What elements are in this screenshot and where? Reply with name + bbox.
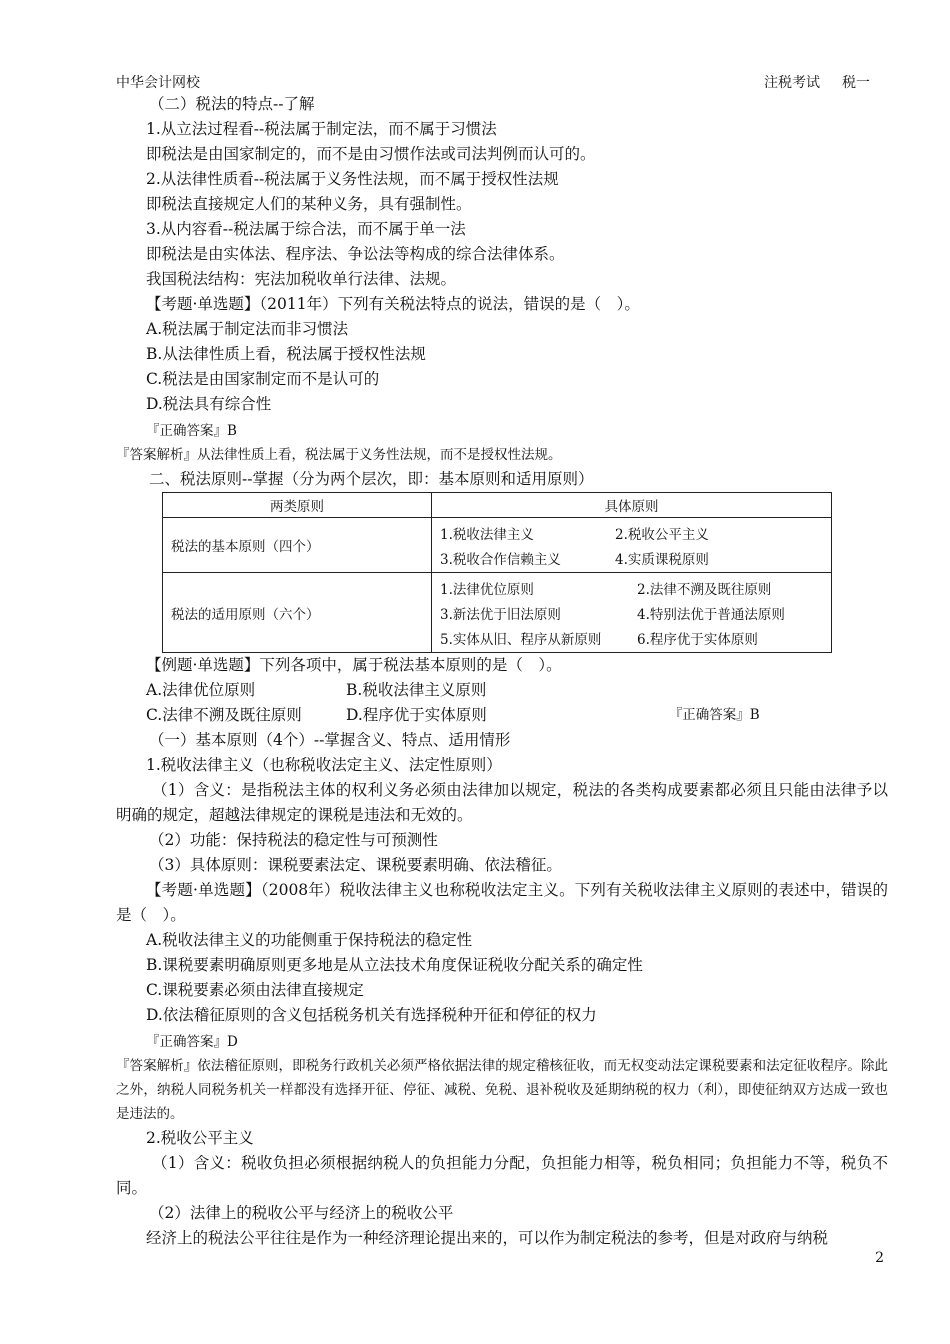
text-line: （3）具体原则：课税要素法定、课税要素明确、依法稽征。 bbox=[149, 856, 562, 874]
section-heading: 二、税法原则--掌握（分为两个层次，即：基本原则和适用原则） bbox=[149, 470, 594, 488]
text-line: 即税法是由国家制定的，而不是由习惯作法或司法判例而认可的。 bbox=[146, 145, 596, 163]
section-heading: （二）税法的特点--了解 bbox=[149, 95, 315, 113]
header-exam: 注税考试 bbox=[764, 75, 820, 91]
text-line: （2）法律上的税收公平与经济上的税收公平 bbox=[149, 1204, 454, 1222]
section-heading: （一）基本原则（4个）--掌握含义、特点、适用情形 bbox=[149, 731, 511, 749]
option: C.课税要素必须由法律直接规定 bbox=[146, 981, 364, 999]
option: B.课税要素明确原则更多地是从立法技术角度保证税收分配关系的确定性 bbox=[146, 956, 643, 974]
header-right bbox=[742, 72, 870, 92]
question-stem: 【例题·单选题】下列各项中，属于税法基本原则的是（ ）。 bbox=[146, 656, 562, 674]
answer-explanation: 『答案解析』从法律性质上看，税法属于义务性法规，而不是授权性法规。 bbox=[116, 447, 562, 463]
document-body bbox=[116, 92, 888, 1251]
text-line: 经济上的税法公平往往是作为一种经济理论提出来的，可以作为制定税法的参考，但是对政府与纳税 bbox=[146, 1229, 829, 1247]
text-line: 即税法是由实体法、程序法、争讼法等构成的综合法律体系。 bbox=[146, 245, 565, 263]
table-cell-label: 税法的基本原则（四个） bbox=[163, 518, 432, 573]
principle-item: 6.程序优于实体原则 bbox=[637, 631, 758, 648]
option: A.税法属于制定法而非习惯法 bbox=[146, 320, 349, 338]
table-header: 具体原则 bbox=[432, 493, 832, 518]
table-header: 两类原则 bbox=[163, 493, 432, 518]
question-stem: 【考题·单选题】（2008年）税收法律主义也称税收法定主义。下列有关税收法律主义原则的表述中，错误的是（ ）。 bbox=[116, 881, 888, 924]
option: B.从法律性质上看，税法属于授权性法规 bbox=[146, 345, 426, 363]
correct-answer: 『正确答案』D bbox=[146, 1034, 238, 1050]
option: A.税收法律主义的功能侧重于保持税法的稳定性 bbox=[146, 931, 473, 949]
text-line: 1.税收法律主义（也称税收法定主义、法定性原则） bbox=[146, 756, 502, 774]
option: C.法律不溯及既往原则 bbox=[146, 706, 302, 724]
correct-answer: 『正确答案』B bbox=[668, 707, 760, 723]
principle-item: 4.特别法优于普通法原则 bbox=[637, 606, 785, 623]
principle-item: 1.法律优位原则 bbox=[440, 581, 534, 598]
text-line: 2.税收公平主义 bbox=[146, 1129, 254, 1147]
answer-explanation: 『答案解析』依法稽征原则，即税务行政机关必须严格依据法律的规定稽核征收，而无权变动法定课税要素和法定征收程序。除此之外，纳税人同税务机关一样都没有选择开征、停征、减税、免税、退补税收及延期纳税的权力（利），即使征纳双方达成一致也是违法的。 bbox=[116, 1058, 888, 1122]
principle-item: 2.税收公平主义 bbox=[615, 526, 709, 543]
text-line: 3.从内容看--税法属于综合法，而不属于单一法 bbox=[146, 220, 466, 238]
page-number: 2 bbox=[875, 1250, 884, 1266]
principle-item: 4.实质课税原则 bbox=[615, 551, 709, 568]
question-stem: 【考题·单选题】（2011年）下列有关税法特点的说法，错误的是（ ）。 bbox=[146, 295, 640, 313]
page-header bbox=[116, 72, 870, 92]
paragraph: （1）含义：税收负担必须根据纳税人的负担能力分配，负担能力相等，税负相同；负担能力不等，税负不同。 bbox=[116, 1154, 888, 1197]
correct-answer: 『正确答案』B bbox=[146, 423, 237, 439]
principle-item: 5.实体从旧、程序从新原则 bbox=[440, 631, 602, 648]
principle-item: 1.税收法律主义 bbox=[440, 526, 534, 543]
table-cell-label: 税法的适用原则（六个） bbox=[163, 573, 432, 653]
principle-item: 3.新法优于旧法原则 bbox=[440, 606, 561, 623]
header-subject: 税一 bbox=[842, 75, 870, 91]
option-row bbox=[116, 678, 888, 703]
option: A.法律优位原则 bbox=[146, 681, 256, 699]
table-cell bbox=[432, 518, 832, 573]
table-cell bbox=[432, 573, 832, 653]
text-line: 我国税法结构：宪法加税收单行法律、法规。 bbox=[146, 270, 457, 288]
option: D.程序优于实体原则 bbox=[346, 706, 487, 724]
option: D.依法稽征原则的含义包括税务机关有选择税种开征和停征的权力 bbox=[146, 1006, 597, 1024]
text-line: 即税法直接规定人们的某种义务，具有强制性。 bbox=[146, 195, 472, 213]
option: B.税收法律主义原则 bbox=[346, 681, 487, 699]
option: D.税法具有综合性 bbox=[146, 395, 272, 413]
principle-item: 2.法律不溯及既往原则 bbox=[637, 581, 772, 598]
option-row bbox=[116, 703, 888, 728]
header-left: 中华会计网校 bbox=[116, 75, 200, 91]
principle-item: 3.税收合作信赖主义 bbox=[440, 551, 561, 568]
text-line: 2.从法律性质看--税法属于义务性法规，而不属于授权性法规 bbox=[146, 170, 559, 188]
option: C.税法是由国家制定而不是认可的 bbox=[146, 370, 380, 388]
principles-table bbox=[162, 492, 832, 653]
text-line: （2）功能：保持税法的稳定性与可预测性 bbox=[149, 831, 438, 849]
text-line: 1.从立法过程看--税法属于制定法，而不属于习惯法 bbox=[146, 120, 497, 138]
paragraph: （1）含义：是指税法主体的权利义务必须由法律加以规定，税法的各类构成要素都必须且只能由法律予以明确的规定，超越法律规定的课税是违法和无效的。 bbox=[116, 781, 888, 824]
